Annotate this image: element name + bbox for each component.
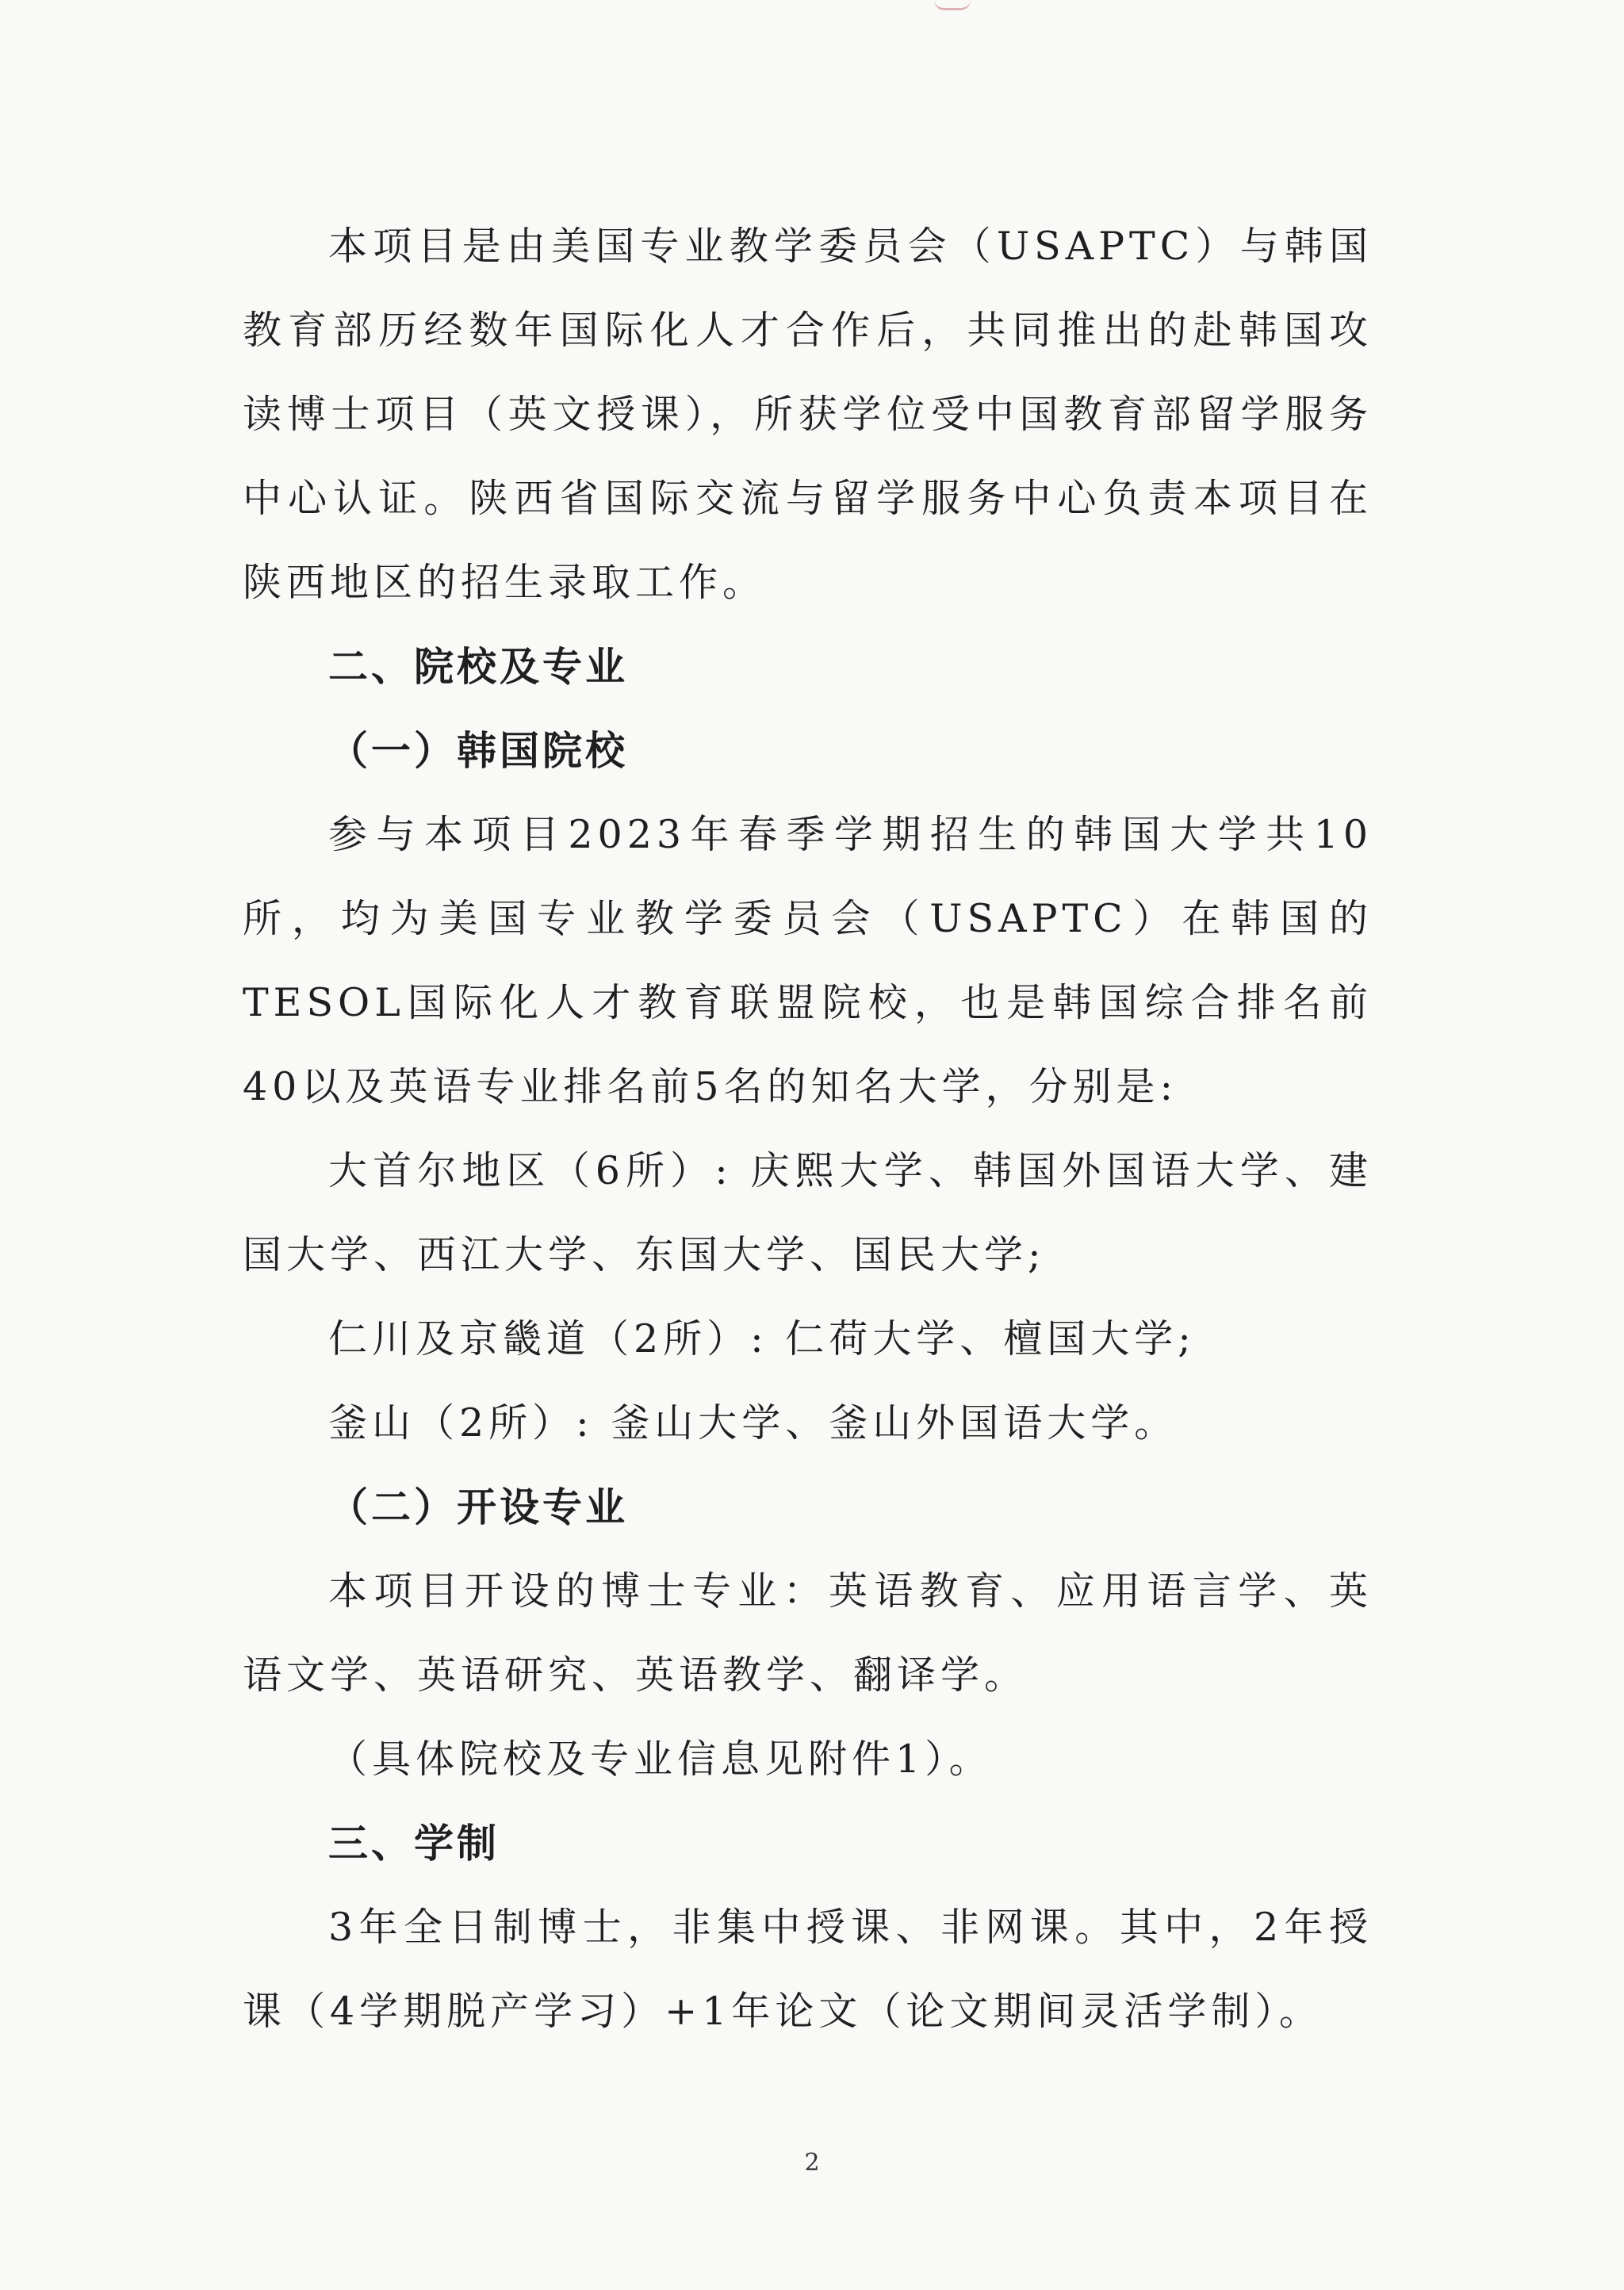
heading-section-3: 三、学制	[328, 1821, 500, 1867]
heading-section-2: 二、院校及专业	[328, 644, 628, 690]
paragraph-project-intro: 本项目是由美国专业教学委员会（USAPTC）与韩国教育部历经数年国际化人才合作后，共同推出的赴韩国攻读博士项目（英文授课），所获学位受中国教育部留学服务中心认证。陕西省国际交流与留学服务中心负责本项目在陕西地区的招生录取工作。	[243, 224, 1373, 605]
page-number: 2	[804, 2149, 820, 2177]
paragraph-universities-intro: 参与本项目2023年春季学期招生的韩国大学共10所，均为美国专业教学委员会（USAPTC）在韩国的TESOL国际化人才教育联盟院校，也是韩国综合排名前40以及英语专业排名前5名的知名大学，分别是:	[243, 812, 1373, 1109]
paragraph-busan: 釜山（2所）: 釜山大学、釜山外国语大学。	[328, 1400, 1178, 1446]
paragraph-majors: 本项目开设的博士专业：英语教育、应用语言学、英语文学、英语研究、英语教学、翻译学。	[243, 1568, 1373, 1698]
stamp-mark	[934, 0, 971, 10]
paragraph-program-duration: 3年全日制博士，非集中授课、非网课。其中，2年授课（4学期脱产学习）+1年论文（论文期间灵活学制）。	[243, 1905, 1373, 2034]
heading-korean-universities: （一）韩国院校	[328, 728, 628, 774]
paragraph-incheon-gyeonggi: 仁川及京畿道（2所）: 仁荷大学、檀国大学;	[328, 1316, 1196, 1361]
paragraph-appendix-note: （具体院校及专业信息见附件1）。	[328, 1737, 993, 1782]
paragraph-seoul-region: 大首尔地区（6所）: 庆熙大学、韩国外国语大学、建国大学、西江大学、东国大学、国民大学;	[243, 1148, 1373, 1277]
heading-majors: （二）开设专业	[328, 1484, 628, 1530]
document-body	[243, 205, 1373, 2054]
